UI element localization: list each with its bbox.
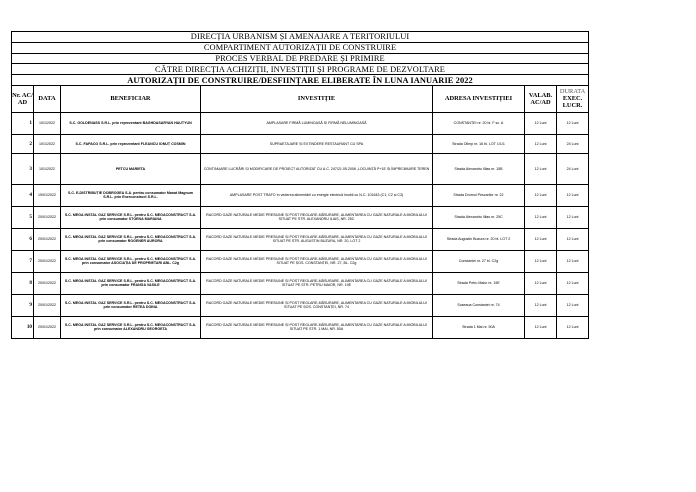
row-validity: 12 Luni <box>525 272 557 294</box>
row-date: 10/1/2022 <box>34 112 61 134</box>
col-valabilitate: VALAB. AC/AD <box>525 85 557 112</box>
row-duration: 24 Luni <box>557 134 589 153</box>
row-beneficiary: S.C. MEGA INSTAL GAZ SERVICE S.R.L. pentru S.C. MEGACONSTRUCT S.A. prin consumator STOENA MARIANA <box>61 206 201 228</box>
col-investitie: INVESTIȚIE <box>201 85 433 112</box>
row-duration: 12 Luni <box>557 250 589 272</box>
row-investment: RACORD GAZE NATURALE MEDIE PRESIUNE ȘI POST REGLARE-MĂSURARE, ALIMENTAREA CU GAZE NATURALE A IMOBILULUI SITUAT PE STR. PETRU MAIOR, NR. 19E <box>201 272 433 294</box>
row-number: 1 <box>12 112 34 134</box>
document-sheet <box>11 31 588 339</box>
row-number: 5 <box>12 206 34 228</box>
row-investment: SUPRAETAJARE ȘI EXTINDERE RESTAURANT CU SPA <box>201 134 433 153</box>
row-investment: RACORD GAZE NATURALE MEDIE PRESIUNE ȘI POST REGLARE-MĂSURARE, ALIMENTAREA CU GAZE NATURALE A IMOBILULUI SITUAT PE STR. 1 MAI, NR. 50A <box>201 316 433 338</box>
row-validity: 12 Luni <box>525 294 557 316</box>
row-number: 3 <box>12 153 34 184</box>
row-number: 4 <box>12 184 34 206</box>
header-report-type: PROCES VERBAL DE PREDARE ȘI PRIMIRE <box>12 53 589 64</box>
row-duration: 12 Luni <box>557 272 589 294</box>
row-investment: AMPLASARE FIRMĂ LUMINOASĂ ȘI FIRMĂ NELUMINOASĂ <box>201 112 433 134</box>
row-address: Șoseaua Constanței nr. 74 <box>433 294 525 316</box>
header-recipient: CĂTRE DIRECȚIA ACHIZIȚII, INVESTIȚII ȘI PROGRAME DE DEZVOLTARE <box>12 64 589 75</box>
row-validity: 12 Luni <box>525 206 557 228</box>
row-number: 9 <box>12 294 34 316</box>
row-beneficiary: S.C. MEGA INSTAL GAZ SERVICE S.R.L. pentru S.C. MEGACONSTRUCT S.A. prin consumator FRANGA VASILE <box>61 272 201 294</box>
row-address: Strada Augustin Buzura nr. 20 bl. LOT 2 <box>433 228 525 250</box>
row-number: 6 <box>12 228 34 250</box>
row-validity: 12 Luni <box>525 112 557 134</box>
row-date: 20/01/2022 <box>34 228 61 250</box>
row-beneficiary: S.C. E-DISTRIBUȚIE DOBROGEA S.A. pentru consumator Manat Magnum S.R.L. prin Enerconstruct S.R.L. <box>61 184 201 206</box>
header-department: COMPARTIMENT AUTORIZAȚII DE CONSTRUIRE <box>12 42 589 53</box>
table-row <box>12 153 589 184</box>
row-duration: 12 Luni <box>557 294 589 316</box>
row-investment: RACORD GAZE NATURALE MEDIE PRESIUNE ȘI POST REGLARE-MĂSURARE, ALIMENTAREA CU GAZE NATURALE A IMOBILULUI SITUAT PE ȘOS. CONSTANȚEI, NR. 74 <box>201 294 433 316</box>
row-date: 20/01/2022 <box>34 250 61 272</box>
col-durata-sub: EXEC. LUCR. <box>562 95 583 110</box>
row-date: 20/01/2022 <box>34 272 61 294</box>
row-address: Strada Alexandru Illias nr. 25C <box>433 206 525 228</box>
row-duration: 12 Luni <box>557 206 589 228</box>
col-durata <box>557 85 589 112</box>
col-durata-label: DURATA <box>559 88 586 96</box>
table-row <box>12 294 589 316</box>
row-address: Strada Olimp nr. 16 bl. LOT 1/1/1 <box>433 134 525 153</box>
table-row <box>12 272 589 294</box>
row-duration: 24 Luni <box>557 153 589 184</box>
header-directorate: DIRECȚIA URBANISM ȘI AMENAJARE A TERITORIULUI <box>12 32 589 43</box>
row-address: Strada 1 Mai nr. 50A <box>433 316 525 338</box>
row-validity: 12 Luni <box>525 153 557 184</box>
row-validity: 12 Luni <box>525 228 557 250</box>
row-address: Constanței nr. 27 bl. C2g <box>433 250 525 272</box>
row-date: 19/01/2022 <box>34 184 61 206</box>
row-date: 20/01/2022 <box>34 206 61 228</box>
table-row <box>12 112 589 134</box>
row-date: 10/1/2022 <box>34 153 61 184</box>
table-row <box>12 228 589 250</box>
header-period: AUTORIZAȚII DE CONSTRUIRE/DESFIINȚARE ELIBERATE ÎN LUNA IANUARIE 2022 <box>12 75 589 86</box>
row-beneficiary: S.C. MEGA INSTAL GAZ SERVICE S.R.L. pentru S.C. MEGACONSTRUCT S.A. prin consumator REȚEA DOINA <box>61 294 201 316</box>
row-beneficiary: S.C. GOLDENASS S.R.L. prin reprezentant BAGHDASARYAN HAUTYUN <box>61 112 201 134</box>
row-beneficiary: PETCU MARIETA <box>61 153 201 184</box>
row-beneficiary: S.C. MEGA INSTAL GAZ SERVICE S.R.L. pentru S.C. MEGACONSTRUCT S.A. prin consumator ASOCIAȚIA DE PROPRIETARI ABL. C2g <box>61 250 201 272</box>
col-data: DATA <box>34 85 61 112</box>
table-row <box>12 184 589 206</box>
row-duration: 12 Luni <box>557 316 589 338</box>
row-date: 10/1/2022 <box>34 134 61 153</box>
row-validity: 12 Luni <box>525 134 557 153</box>
row-address: Strada Drumul Pescarilor nr. 22 <box>433 184 525 206</box>
row-investment: RACORD GAZE NATURALE MEDIE PRESIUNE ȘI POST REGLARE-MĂSURARE, ALIMENTAREA CU GAZE NATURALE A IMOBILULUI SITUAT PE ȘOS. CONSTANȚEI, NR. 27, BL. C2g <box>201 250 433 272</box>
table-row <box>12 134 589 153</box>
row-validity: 12 Luni <box>525 250 557 272</box>
row-number: 7 <box>12 250 34 272</box>
row-investment: RACORD GAZE NATURALE MEDIE PRESIUNE ȘI POST REGLARE-MĂSURARE, ALIMENTAREA CU GAZE NATURALE A IMOBILULUI SITUAT PE STR. ALEXANDRU ILIAȘ, NR. 25C <box>201 206 433 228</box>
row-beneficiary: S.C. MEGA INSTAL GAZ SERVICE S.R.L. pentru S.C. MEGACONSTRUCT S.A. prin consumator ROGENER AURORA <box>61 228 201 250</box>
row-date: 20/01/2022 <box>34 316 61 338</box>
table-row <box>12 250 589 272</box>
row-address: Strada Alexandru Illias nr. 15B <box>433 153 525 184</box>
table-row <box>12 206 589 228</box>
row-number: 10 <box>12 316 34 338</box>
row-investment: AMPLASARE POST TRAFO în vederea alimentării cu energie electrică imobil cu N.C. 101643 (C1, C2 și C3) <box>201 184 433 206</box>
row-duration: 12 Luni <box>557 184 589 206</box>
row-investment: RACORD GAZE NATURALE MEDIE PRESIUNE ȘI POST REGLARE-MĂSURARE, ALIMENTAREA CU GAZE NATURALE A IMOBILULUI SITUAT PE STR. AUGUSTIN BUZURA, NR. 20, LOT 2 <box>201 228 433 250</box>
table-body <box>12 112 589 338</box>
col-nr: Nr. AC/ AD <box>12 85 34 112</box>
row-investment: CONTINUARE LUCRĂRI ȘI MODIFICARE DE PROIECT AUTORIZAT CU A.C. 247/21.05.2006 ,LOCUINȚĂ P+1E ȘI ÎMPREJMUIRE TEREN <box>201 153 433 184</box>
table-row <box>12 316 589 338</box>
col-beneficiar: BENEFICIAR <box>61 85 201 112</box>
row-duration: 12 Luni <box>557 228 589 250</box>
row-beneficiary: S.C. FAPACO S.R.L. prin reprezentant FLEANCU IONUȚ COSMIN <box>61 134 201 153</box>
row-duration: 12 Luni <box>557 112 589 134</box>
row-validity: 12 Luni <box>525 316 557 338</box>
row-validity: 12 Luni <box>525 184 557 206</box>
col-adresa: ADRESA INVESTIȚIEI <box>433 85 525 112</box>
row-number: 8 <box>12 272 34 294</box>
row-number: 2 <box>12 134 34 153</box>
permits-table <box>11 31 589 339</box>
row-address: CONSTANȚEI nr. 20 bl. F sc. A <box>433 112 525 134</box>
row-beneficiary: S.C. MEGA INSTAL GAZ SERVICE S.R.L. pentru S.C. MEGACONSTRUCT S.A. prin consumator ALEXANDRU GEORGETA <box>61 316 201 338</box>
row-address: Strada Petru Maior nr. 19E <box>433 272 525 294</box>
row-date: 20/01/2022 <box>34 294 61 316</box>
